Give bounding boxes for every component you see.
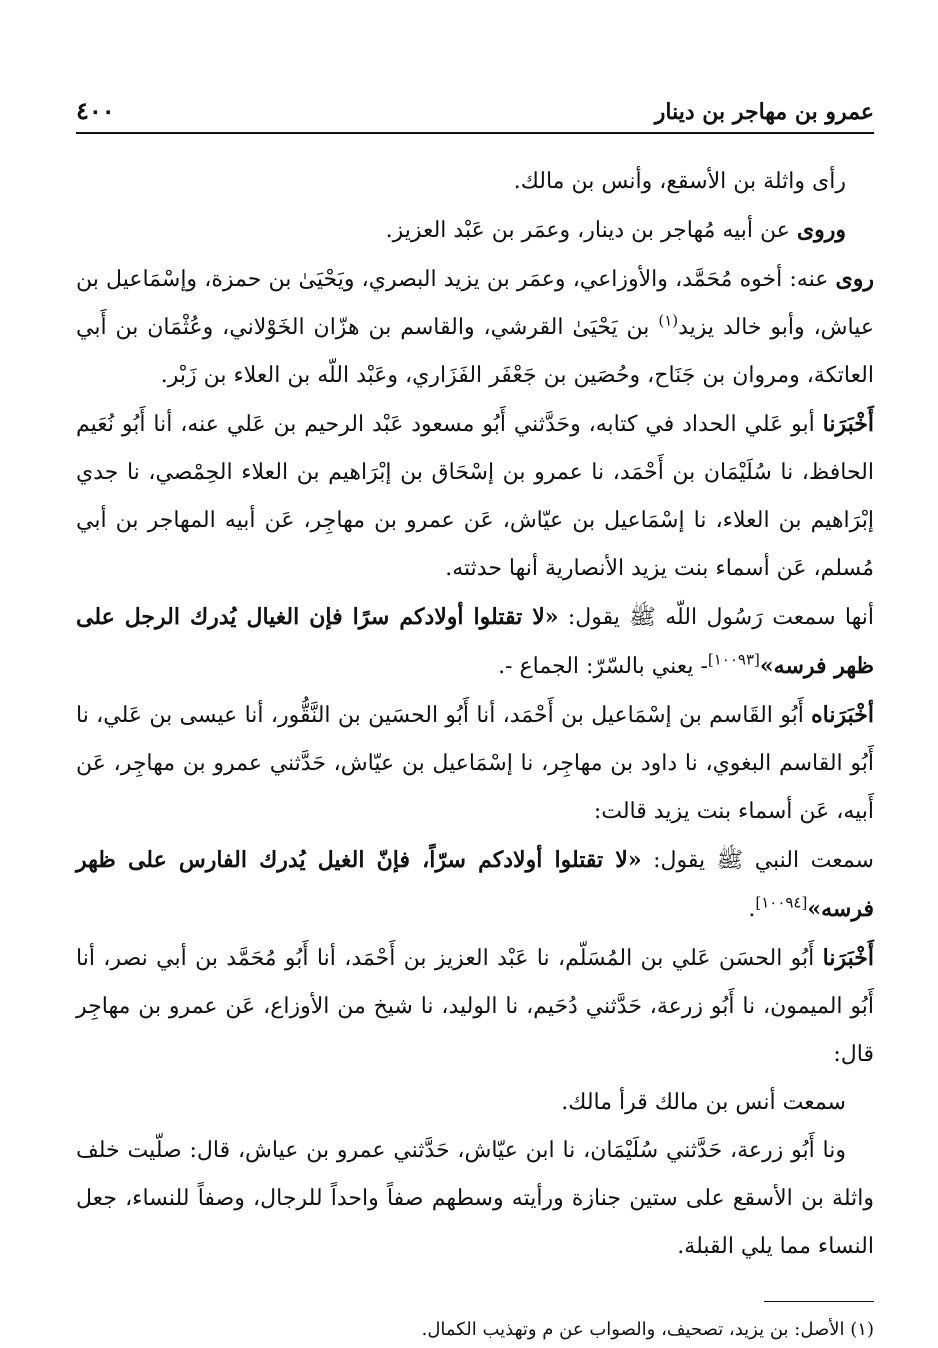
paragraph-text-continued: - يعني بالسّرّ: الجماع -. (498, 654, 708, 679)
paragraph-4 (76, 400, 874, 593)
paragraph-text: رأى واثلة بن الأسقع، وأنس بن مالك. (513, 169, 846, 194)
paragraph-lead: روى (835, 266, 874, 292)
footnote (76, 1312, 874, 1348)
page-number: ٤٠٠ (76, 96, 115, 125)
paragraph-text: عنه: أخوه مُحَمَّد، والأوزاعي، وعمَر بن يزيد البصري، ويَحْيَىٰ بن حمزة، وإسْمَاعيل بن عياش، وأبو خالد يزيد (76, 267, 874, 340)
paragraph-lead: وروى (796, 217, 846, 243)
paragraph-7 (76, 836, 874, 934)
paragraph-10 (76, 1127, 874, 1271)
paragraph-5 (76, 593, 874, 691)
paragraph-text-continued: . (748, 897, 756, 922)
running-title: عمرو بن مهاجر بن دينار (654, 99, 874, 125)
paragraph-1 (76, 158, 874, 206)
paragraph-lead: أخْبَرَناه (811, 702, 874, 728)
hadith-quote: «لا تقتلوا أولادكم سرّاً، فإنّ الغيل يُدرك الفارس على ظهر فرسه» (76, 847, 874, 922)
paragraph-8 (76, 934, 874, 1079)
hadith-reference: [١٠٠٩٤] (755, 893, 808, 912)
paragraph-text: أنها سمعت رَسُول اللّه ﷺ يقول: (558, 605, 875, 630)
paragraph-text: ونا أَبُو زرعة، حَدَّثني سُلَيْمَان، نا ابن عيّاش، حَدَّثني عمرو بن عياش، قال: صلّيت خلف واثلة بن الأسقع على ستين جنازة ورأيته وسطهم صفاً واحداً للرجال، وصفاً للنساء، جعل النساء مما يلي القبلة. (76, 1138, 874, 1259)
hadith-quote: «لا تقتلوا أولادكم سرًا فإن الغيال يُدرك الرجل على ظهر فرسه» (76, 604, 874, 679)
footnote-number: (١) (850, 1319, 874, 1340)
footnote-marker: (١) (658, 311, 679, 330)
paragraph-3 (76, 255, 874, 400)
body-text (76, 158, 874, 1271)
paragraph-6 (76, 691, 874, 836)
running-header (76, 96, 874, 134)
paragraph-9 (76, 1079, 874, 1127)
footnote-text: الأصل: بن يزيد، تصحيف، والصواب عن م وتهذيب الكمال. (421, 1319, 851, 1340)
paragraph-text: أَبُو الحسَن عَلي بن المُسَلّم، نا عَبْد العزيز بن أَحْمَد، أنا أَبُو مُحَمَّد بن أبي نصر، أنا أَبُو الميمون، نا أَبُو زرعة، حَدَّثني دُحَيم، نا الوليد، نا شيخ من الأوزاع، عَن عمرو بن مهاجِر قال: (76, 946, 874, 1067)
paragraph-text: سمعت أنس بن مالك قرأ مالك. (561, 1090, 846, 1115)
paragraph-text: عن أبيه مُهاجر بن دينار، وعمَر بن عَبْد العزيز. (385, 218, 797, 243)
paragraph-text: سمعت النبي ﷺ يقول: (641, 848, 874, 873)
paragraph-lead: أَخْبَرَنا (822, 945, 874, 971)
paragraph-text-continued: بن يَحْيَىٰ القرشي، والقاسم بن هزّان الخَوْلاني، وعُثْمَان بن أَبي العاتكة، ومروان بن جَنَاح، وحُصَين بن جَعْفَر الفَزَاري، وعَبْد اللّه بن العلاء بن زَبْر. (76, 315, 874, 388)
paragraph-lead: أَخْبَرَنا (822, 411, 874, 437)
hadith-reference: [١٠٠٩٣] (707, 650, 760, 669)
paragraph-text: أبو عَلي الحداد في كتابه، وحَدَّثني أَبُو مسعود عَبْد الرحيم بن عَلي عنه، أنا أَبُو نُعَيم الحافظ، نا سُلَيْمَان بن أَحْمَد، نا عمرو بن إسْحَاق بن إبْرَاهيم بن العلاء الحِمْصي، نا جدي إبْرَاهيم بن العلاء، نا إسْمَاعيل بن عيّاش، عَن عمرو بن مهاجِر، عَن أبيه المهاجر بن أبي مُسلم، عَن أسماء بنت يزيد الأنصارية أنها حدثته. (76, 412, 874, 581)
paragraph-text: أَبُو القَاسم بن إسْمَاعيل بن أَحْمَد، أنا أَبُو الحسَين بن النَّقُّور، أنا عيسى بن عَلي، نا أَبُو القاسم البغوي، نا داود بن مهاجِر، نا إسْمَاعيل بن عيّاش، حَدَّثني عمرو بن مهاجِر، عَن أَبيه، عَن أسماء بنت يزيد قالت: (76, 703, 874, 824)
footnote-divider (764, 1301, 874, 1302)
document-page (76, 96, 874, 1348)
paragraph-2 (76, 206, 874, 255)
